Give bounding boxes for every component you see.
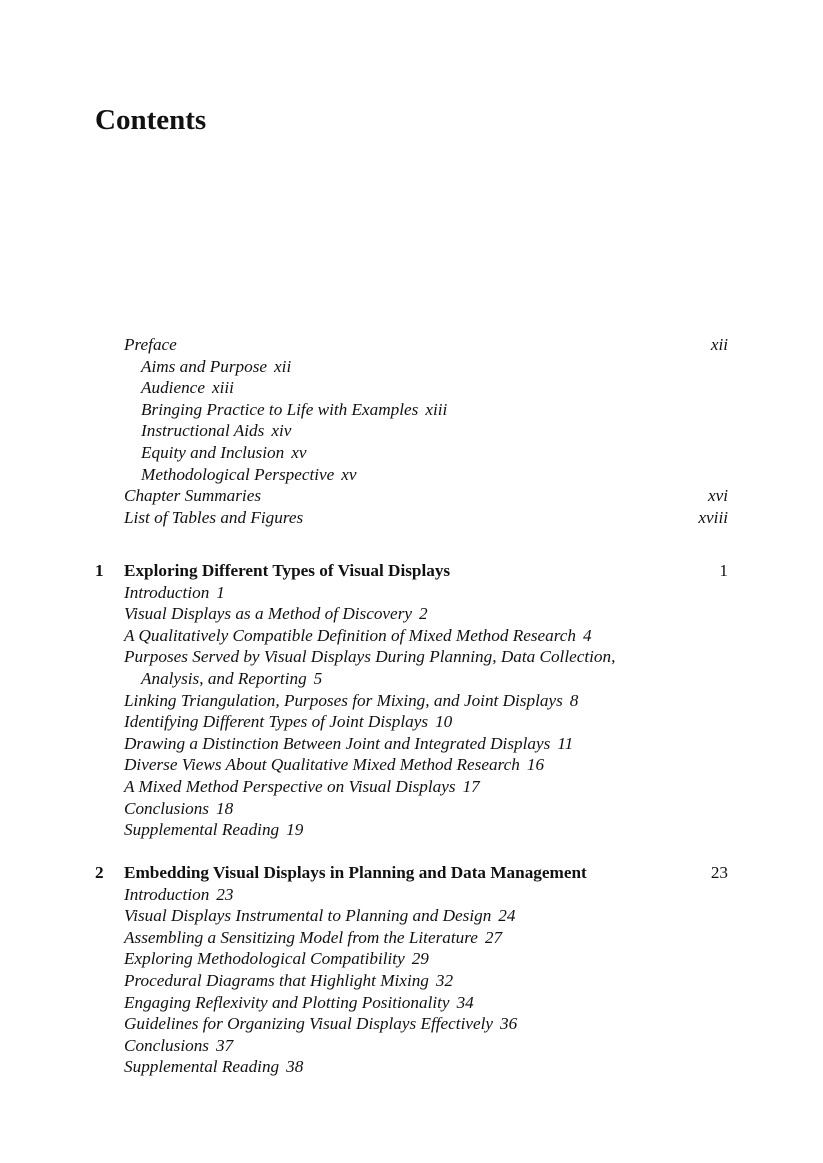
toc-entry[interactable] [124, 776, 728, 798]
entry-page: 16 [526, 755, 545, 775]
entry-page: 32 [435, 970, 454, 990]
entry-title: Aims and Purpose [141, 356, 268, 376]
entry-page: 17 [462, 776, 480, 796]
entry-title: Bringing Practice to Life with Examples [141, 399, 419, 419]
entry-page: xii [274, 356, 292, 376]
entry-page: xiii [211, 378, 234, 398]
chapter-number: 2 [95, 863, 104, 882]
entry-title: Visual Displays Instrumental to Planning and Design [124, 906, 492, 926]
entry-page: 2 [419, 604, 428, 624]
entry-title: Supplemental Reading [124, 820, 280, 840]
toc-entry[interactable] [124, 690, 728, 712]
toc-entry[interactable] [124, 1013, 728, 1035]
entry-title: Equity and Inclusion [141, 442, 285, 462]
chapter-heading[interactable] [95, 862, 728, 884]
toc-entry[interactable] [124, 711, 728, 733]
entry-page: 34 [456, 992, 474, 1012]
toc-entry-preface[interactable] [124, 334, 728, 356]
toc-entry[interactable] [124, 1056, 728, 1078]
entry-title: Introduction [124, 884, 210, 904]
entry-page: 1 [216, 582, 225, 602]
section-list [95, 582, 728, 841]
entry-title: Linking Triangulation, Purposes for Mixing, and Joint Displays [124, 690, 563, 710]
section-list [95, 884, 728, 1078]
toc-entry[interactable] [124, 992, 728, 1014]
entry-title: Instructional Aids [141, 421, 265, 441]
entry-title: Audience [141, 378, 205, 398]
entry-page: 37 [216, 1035, 234, 1055]
chapter-page: 1 [719, 561, 728, 580]
toc-entry-list-of-tables[interactable] [124, 507, 728, 529]
toc-entry[interactable] [124, 927, 728, 949]
entry-page: xii [710, 335, 728, 354]
entry-page: 10 [435, 712, 453, 732]
entry-title: Identifying Different Types of Joint Displays [124, 712, 429, 732]
entry-title: Purposes Served by Visual Displays During Planning, Data Collection, [124, 647, 616, 667]
toc-entry-methodological-perspective[interactable] [124, 464, 728, 486]
entry-page: 5 [313, 668, 323, 688]
entry-page: 24 [498, 906, 516, 926]
entry-title: A Qualitatively Compatible Definition of Mixed Method Research [124, 625, 577, 645]
entry-page: 11 [557, 733, 574, 753]
toc-entry[interactable] [124, 754, 728, 776]
front-matter-list [124, 334, 728, 528]
toc-entry[interactable] [124, 603, 728, 625]
toc-entry[interactable] [124, 798, 728, 820]
entry-page: xvi [707, 486, 728, 506]
entry-title: Engaging Reflexivity and Plotting Positionality [124, 992, 450, 1012]
toc-entry[interactable] [124, 582, 728, 604]
toc-entry-chapter-summaries[interactable] [124, 485, 728, 507]
toc-entry[interactable] [124, 970, 728, 992]
entry-title: Methodological Perspective [141, 464, 335, 484]
entry-title: A Mixed Method Perspective on Visual Displays [124, 776, 456, 796]
entry-page: 8 [569, 690, 579, 710]
toc-entry-audience[interactable] [124, 377, 728, 399]
entry-title: Drawing a Distinction Between Joint and Integrated Displays [124, 733, 551, 753]
entry-title: Guidelines for Organizing Visual Displays Effectively [124, 1014, 494, 1034]
entry-title: Visual Displays as a Method of Discovery [124, 604, 413, 624]
entry-title: Procedural Diagrams that Highlight Mixing [124, 970, 429, 990]
entry-title: Conclusions [124, 798, 209, 818]
chapter-heading[interactable] [95, 560, 728, 582]
toc-entry[interactable] [124, 884, 728, 906]
entry-page: xiv [271, 421, 292, 441]
toc-entry-equity-and-inclusion[interactable] [124, 442, 728, 464]
chapter-title: Exploring Different Types of Visual Displays [124, 561, 451, 580]
entry-title: Supplemental Reading [124, 1057, 280, 1077]
entry-title: List of Tables and Figures [124, 507, 304, 527]
entry-page: 18 [216, 798, 234, 818]
toc-entry[interactable] [124, 625, 728, 647]
toc-entry-continuation[interactable] [124, 668, 728, 690]
entry-page: 36 [500, 1014, 518, 1034]
toc-entry[interactable] [124, 733, 728, 755]
entry-title-continuation: Analysis, and Reporting [141, 668, 307, 688]
entry-page: xviii [698, 507, 728, 527]
toc-entry-aims-and-purpose[interactable] [124, 356, 728, 378]
chapter-1 [95, 560, 728, 841]
entry-page: xiii [425, 399, 448, 419]
entry-page: xv [291, 442, 307, 462]
entry-page: 27 [484, 927, 503, 947]
chapter-title: Embedding Visual Displays in Planning and Data Management [124, 863, 587, 882]
entry-title: Chapter Summaries [124, 486, 262, 506]
entry-page: 38 [286, 1057, 304, 1077]
entry-page: 29 [411, 949, 429, 969]
toc-entry[interactable] [124, 646, 728, 668]
entry-title: Preface [124, 335, 177, 354]
chapter-number: 1 [95, 561, 104, 580]
entry-page: 23 [216, 884, 234, 904]
toc-entry[interactable] [124, 819, 728, 841]
entry-page: xv [341, 464, 357, 484]
entry-title: Assembling a Sensitizing Model from the Literature [124, 927, 478, 947]
entry-title: Introduction [124, 582, 210, 602]
toc-entry-bringing-practice[interactable] [124, 399, 728, 421]
toc-entry[interactable] [124, 1035, 728, 1057]
toc-entry[interactable] [124, 905, 728, 927]
page-title: Contents [95, 104, 207, 136]
entry-title: Conclusions [124, 1035, 209, 1055]
entry-title: Exploring Methodological Compatibility [124, 949, 405, 969]
chapter-page: 23 [710, 863, 728, 882]
toc-entry-instructional-aids[interactable] [124, 420, 728, 442]
entry-page: 19 [286, 820, 304, 840]
entry-page: 4 [583, 625, 592, 645]
toc-entry[interactable] [124, 948, 728, 970]
entry-title: Diverse Views About Qualitative Mixed Method Research [124, 755, 520, 775]
chapter-2 [95, 862, 728, 1078]
